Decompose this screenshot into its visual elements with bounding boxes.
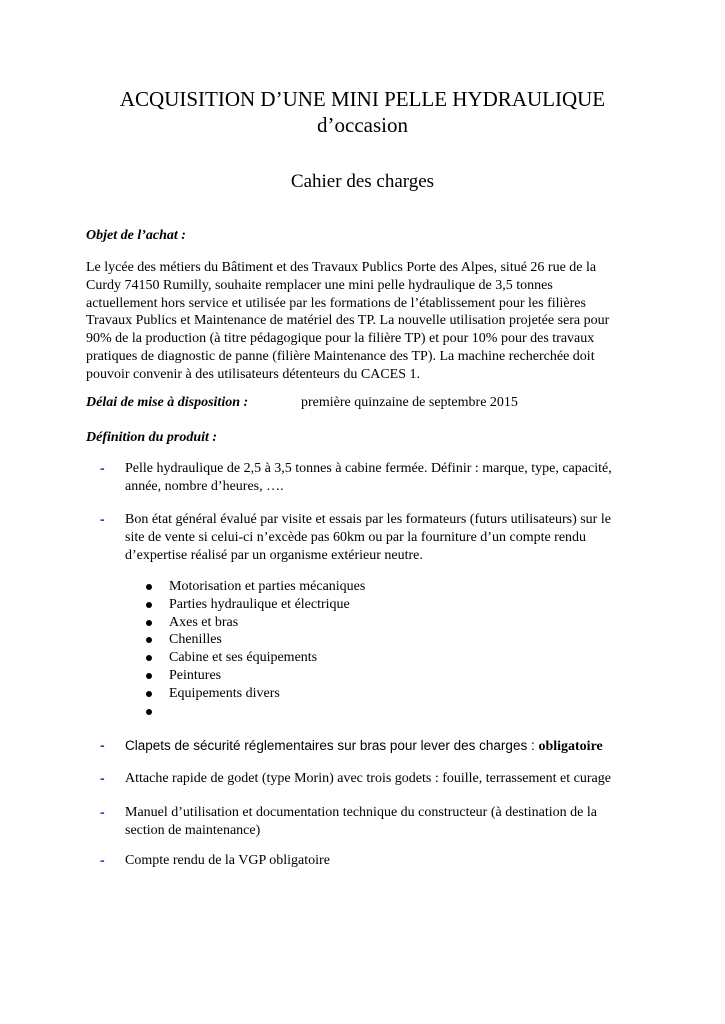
bullet-dot-icon bbox=[146, 637, 152, 643]
objet-line: actuellement hors service et utilisée par les formations de l’établissement pour les filières bbox=[86, 295, 586, 311]
list-item: Peintures bbox=[146, 667, 446, 685]
bullet-dot-icon bbox=[146, 655, 152, 661]
definition-label: Définition du produit : bbox=[86, 430, 218, 445]
list-item: Cabine et ses équipements bbox=[146, 649, 446, 667]
list-item: Parties hydraulique et électrique bbox=[146, 596, 446, 614]
bullet-dot-icon bbox=[146, 584, 152, 590]
definition-item-text bbox=[125, 511, 645, 564]
item-line: Manuel d’utilisation et documentation technique du constructeur (à destination de la bbox=[125, 805, 597, 820]
definition-item-text bbox=[125, 737, 645, 756]
delai-label: Délai de mise à disposition : bbox=[86, 395, 249, 410]
item-line: Compte rendu de la VGP obligatoire bbox=[125, 853, 330, 868]
objet-line: pouvoir convenir à des utilisateurs détenteurs du CACES 1. bbox=[86, 366, 420, 382]
mandatory-emphasis: obligatoire bbox=[538, 739, 603, 754]
list-item bbox=[146, 703, 446, 721]
item-line: Pelle hydraulique de 2,5 à 3,5 tonnes à cabine fermée. Définir : marque, type, capacité, bbox=[125, 461, 612, 476]
definition-item-text bbox=[125, 770, 645, 788]
definition-item-text bbox=[125, 852, 645, 870]
inspection-bullet-list bbox=[146, 578, 446, 720]
document-subtitle: Cahier des charges bbox=[290, 171, 435, 192]
list-item: Axes et bras bbox=[146, 614, 446, 632]
document-title-line-1: ACQUISITION D’UNE MINI PELLE HYDRAULIQUE bbox=[119, 87, 606, 111]
definition-item-text bbox=[125, 804, 645, 840]
dash-marker: - bbox=[100, 804, 105, 820]
item-text: Clapets de sécurité réglementaires sur bras pour lever des charges : bbox=[125, 738, 539, 753]
list-item: Chenilles bbox=[146, 631, 446, 649]
objet-line: Travaux Publics et Maintenance de matériel des TP. La nouvelle utilisation projetée sera pour bbox=[86, 313, 610, 329]
list-item: Equipements divers bbox=[146, 685, 446, 703]
dash-marker: - bbox=[100, 460, 105, 476]
item-line: d’expertise réalisé par un organisme extérieur neutre. bbox=[125, 547, 423, 563]
bullet-dot-icon bbox=[146, 602, 152, 608]
bullet-dot-icon bbox=[146, 691, 152, 697]
document-title-line-2: d’occasion bbox=[317, 113, 408, 137]
objet-line: pratiques de diagnostic de panne (filière Maintenance des TP). La machine recherchée doit bbox=[86, 348, 595, 364]
objet-line: Curdy 74150 Rumilly, souhaite remplacer une mini pelle hydraulique de 3,5 tonnes bbox=[86, 277, 553, 293]
objet-label: Objet de l’achat : bbox=[86, 228, 186, 243]
objet-line: Le lycée des métiers du Bâtiment et des Travaux Publics Porte des Alpes, situé 26 rue de la bbox=[86, 260, 597, 275]
item-line: Bon état général évalué par visite et essais par les formateurs (futurs utilisateurs) sur le bbox=[125, 512, 611, 527]
dash-marker: - bbox=[100, 737, 105, 753]
dash-marker: - bbox=[100, 852, 105, 868]
item-line: Attache rapide de godet (type Morin) avec trois godets : fouille, terrassement et curage bbox=[125, 771, 611, 786]
objet-paragraph bbox=[86, 259, 631, 384]
item-line: année, nombre d’heures, …. bbox=[125, 478, 284, 494]
dash-marker: - bbox=[100, 511, 105, 527]
definition-item-text bbox=[125, 460, 645, 496]
bullet-dot-icon bbox=[146, 673, 152, 679]
dash-marker: - bbox=[100, 770, 105, 786]
bullet-dot-icon bbox=[146, 620, 152, 626]
objet-line: 90% de la production (à titre pédagogique pour la filière TP) et pour 10% pour des travaux bbox=[86, 331, 595, 347]
bullet-dot-icon bbox=[146, 709, 152, 715]
delai-value: première quinzaine de septembre 2015 bbox=[301, 395, 518, 410]
item-line: site de vente si celui-ci n’excède pas 60km ou par la fourniture d’un compte rendu bbox=[125, 529, 587, 545]
item-line: section de maintenance) bbox=[125, 822, 261, 838]
list-item: Motorisation et parties mécaniques bbox=[146, 578, 446, 596]
